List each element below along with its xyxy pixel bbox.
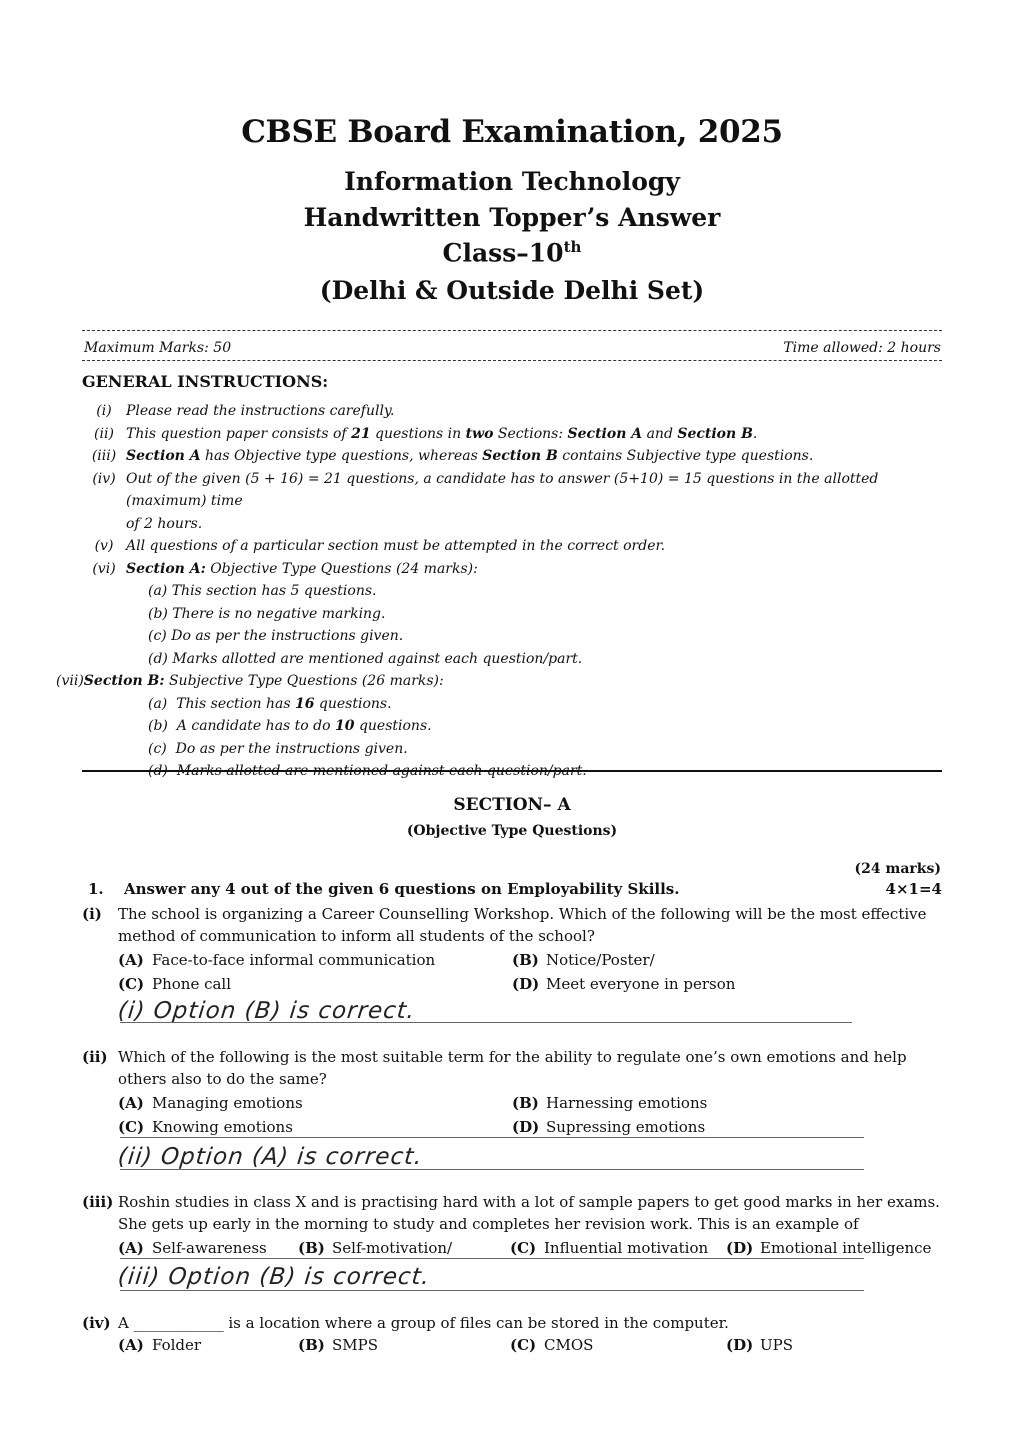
text-run: Do as per the instructions given.	[175, 740, 408, 757]
sub-label: (c)	[148, 740, 167, 757]
option-label: (A)	[118, 1336, 144, 1354]
time-allowed: Time allowed: 2 hours	[783, 340, 941, 356]
text-run: 16	[294, 695, 315, 712]
question-number: (iv)	[82, 1314, 111, 1332]
option-text: Influential motivation	[544, 1239, 709, 1257]
instructions-list	[56, 400, 942, 783]
option-text: Phone call	[152, 975, 232, 993]
text-run: Sections:	[493, 425, 568, 442]
text-run: has Objective type questions, whereas	[200, 448, 483, 464]
answer-line	[120, 1169, 864, 1170]
option-text: UPS	[760, 1336, 794, 1354]
text-run: questions.	[314, 695, 392, 712]
question-text: Answer any 4 out of the given 6 questions on Employability Skills.	[124, 880, 680, 898]
option-d	[726, 1334, 942, 1356]
general-instructions-heading: GENERAL INSTRUCTIONS:	[82, 372, 329, 391]
question-item	[82, 903, 942, 995]
question-item	[82, 1046, 942, 1138]
question-text: Which of the following is the most suitable term for the ability to regulate one’s own emotions and help others also to do the same?	[118, 1048, 907, 1088]
class-label: Class–10	[442, 238, 564, 268]
option-label: (B)	[298, 1239, 325, 1257]
instruction-text	[126, 558, 942, 581]
instruction-number: (iv)	[92, 470, 116, 487]
option-label: (C)	[118, 975, 145, 993]
option-c	[510, 1237, 726, 1259]
instruction-item	[82, 535, 942, 558]
text-run: Section B	[677, 425, 753, 442]
text-run: Section A	[126, 448, 201, 464]
option-a	[118, 949, 512, 971]
option-a	[118, 1092, 512, 1114]
option-label: (B)	[512, 951, 539, 969]
option-b	[512, 1092, 942, 1114]
instruction-item	[82, 558, 942, 581]
question-item	[82, 1191, 942, 1259]
text-run: Subjective Type Questions (26 marks):	[164, 673, 444, 689]
question-number: (iii)	[82, 1193, 114, 1211]
text-run: 10	[335, 718, 355, 734]
instruction-item	[56, 670, 942, 693]
option-c	[510, 1334, 726, 1356]
text-run: .	[752, 425, 758, 442]
text-run: Section B:	[83, 673, 165, 689]
option-label: (A)	[118, 1239, 144, 1257]
option-label: (D)	[726, 1239, 754, 1257]
question-number: (ii)	[82, 1048, 108, 1066]
instruction-item	[82, 468, 942, 513]
option-d	[726, 1237, 942, 1259]
instruction-text	[126, 423, 942, 446]
text-run: Section A	[567, 425, 643, 442]
instruction-number: (ii)	[94, 425, 114, 442]
sub-instruction	[82, 738, 942, 761]
document-subtitle: Handwritten Topper’s Answer	[303, 203, 721, 232]
text-run: Section A:	[126, 560, 206, 577]
dashed-divider-top	[82, 330, 942, 331]
option-text: Supressing emotions	[546, 1118, 706, 1136]
text-run: This section has	[176, 695, 295, 712]
exam-title: CBSE Board Examination, 2025	[241, 114, 783, 150]
text-run: 21	[351, 425, 371, 442]
option-b	[512, 949, 942, 971]
text-run: two	[465, 425, 494, 442]
option-text: Meet everyone in person	[546, 975, 736, 993]
sub-instruction	[82, 715, 942, 738]
instruction-number-blank	[82, 513, 126, 536]
option-label: (C)	[510, 1239, 537, 1257]
option-label: (B)	[512, 1094, 539, 1112]
instruction-text: All questions of a particular section must be attempted in the correct order.	[126, 538, 666, 554]
instruction-text: Out of the given (5 + 16) = 21 questions, a candidate has to answer (5+10) = 15 questions in the allotted (maximum) time	[126, 470, 879, 509]
option-label: (D)	[726, 1336, 754, 1354]
answer-line	[120, 1290, 864, 1291]
instruction-text: Please read the instructions carefully.	[126, 403, 395, 419]
instruction-text: of 2 hours.	[126, 515, 203, 532]
text-run: questions in	[370, 425, 466, 442]
handwritten-answer: (iii) Option (B) is correct.	[116, 1264, 432, 1290]
sub-instruction	[82, 693, 942, 716]
subject-title: Information Technology	[344, 167, 680, 196]
instruction-number: (vii)	[56, 673, 84, 689]
question-marks: 4×1=4	[885, 880, 942, 898]
option-d	[512, 973, 942, 995]
option-text: Face-to-face informal communication	[152, 951, 436, 969]
option-text: Folder	[152, 1336, 202, 1354]
answer-line	[120, 1137, 864, 1138]
text-run: Marks allotted are mentioned against each question/part.	[176, 763, 587, 779]
instruction-number: (vi)	[92, 560, 116, 577]
option-text: SMPS	[332, 1336, 379, 1354]
text-run: Objective Type Questions (24 marks):	[205, 560, 478, 577]
sub-instruction: (d) Marks allotted are mentioned against each question/part.	[148, 650, 583, 667]
option-b	[298, 1334, 510, 1356]
class-title	[0, 238, 1024, 267]
sub-label: (b)	[148, 718, 168, 734]
text-run: A candidate has to do	[176, 718, 336, 734]
text-run: Section B	[482, 448, 558, 464]
option-label: (A)	[118, 951, 144, 969]
sub-instruction: (c) Do as per the instructions given.	[148, 628, 404, 644]
option-label: (C)	[118, 1118, 145, 1136]
option-a	[118, 1237, 298, 1259]
handwritten-answer: (i) Option (B) is correct.	[116, 998, 417, 1024]
option-label: (B)	[298, 1336, 325, 1354]
option-label: (A)	[118, 1094, 144, 1112]
option-text: Knowing emotions	[152, 1118, 293, 1136]
instruction-text	[126, 445, 942, 468]
option-text: Notice/Poster/	[546, 951, 655, 969]
instruction-number: (i)	[96, 403, 112, 419]
option-d	[512, 1116, 942, 1138]
instruction-number: (v)	[94, 538, 114, 554]
answer-line	[120, 1022, 852, 1023]
question-text: Roshin studies in class X and is practising hard with a lot of sample papers to get good marks in her exams. She gets up early in the morning to study and completes her revision work. This is an example of	[118, 1193, 940, 1233]
option-text: Managing emotions	[152, 1094, 303, 1112]
question-item	[82, 1312, 942, 1356]
question-number: 1.	[88, 880, 104, 898]
instruction-number: (iii)	[91, 448, 117, 464]
text-run: contains Subjective type questions.	[557, 448, 814, 464]
question-number: (i)	[82, 905, 102, 923]
option-label: (D)	[512, 1118, 540, 1136]
option-text: Self-motivation/	[332, 1239, 453, 1257]
instruction-item	[82, 400, 942, 423]
section-subtitle: (Objective Type Questions)	[406, 823, 618, 839]
option-b	[298, 1237, 510, 1259]
sub-instruction: (b) There is no negative marking.	[148, 605, 386, 622]
section-title: SECTION– A	[453, 795, 571, 815]
instruction-item	[82, 445, 942, 468]
instruction-item	[82, 423, 942, 446]
sub-instruction: (a) This section has 5 questions.	[148, 583, 377, 599]
option-text: CMOS	[544, 1336, 594, 1354]
text-run: This question paper consists of	[126, 425, 352, 442]
option-text: Emotional intelligence	[760, 1239, 932, 1257]
question-text: A ____________ is a location where a group of files can be stored in the computer.	[118, 1314, 729, 1332]
option-text: Self-awareness	[152, 1239, 267, 1257]
section-marks: (24 marks)	[854, 861, 941, 877]
option-label: (C)	[510, 1336, 537, 1354]
option-label: (D)	[512, 975, 540, 993]
max-marks: Maximum Marks: 50	[84, 340, 232, 356]
option-c	[118, 1116, 512, 1138]
question-text: The school is organizing a Career Counselling Workshop. Which of the following will be the most effective method of communication to inform all students of the school?	[118, 905, 927, 945]
option-c	[118, 973, 512, 995]
question-1-heading	[82, 880, 942, 898]
class-superscript: th	[563, 238, 582, 256]
answer-line	[120, 1258, 864, 1259]
handwritten-answer: (ii) Option (A) is correct.	[116, 1144, 424, 1170]
text-run: questions.	[354, 718, 432, 734]
sub-label: (d)	[148, 763, 168, 779]
option-text: Harnessing emotions	[546, 1094, 708, 1112]
instruction-text	[84, 670, 942, 693]
sub-label: (a)	[148, 695, 168, 712]
instruction-continuation	[82, 513, 942, 536]
text-run: and	[642, 425, 678, 442]
section-divider	[82, 770, 942, 772]
set-title: (Delhi & Outside Delhi Set)	[319, 276, 705, 305]
option-a	[118, 1334, 298, 1356]
dashed-divider-bottom	[82, 360, 942, 361]
